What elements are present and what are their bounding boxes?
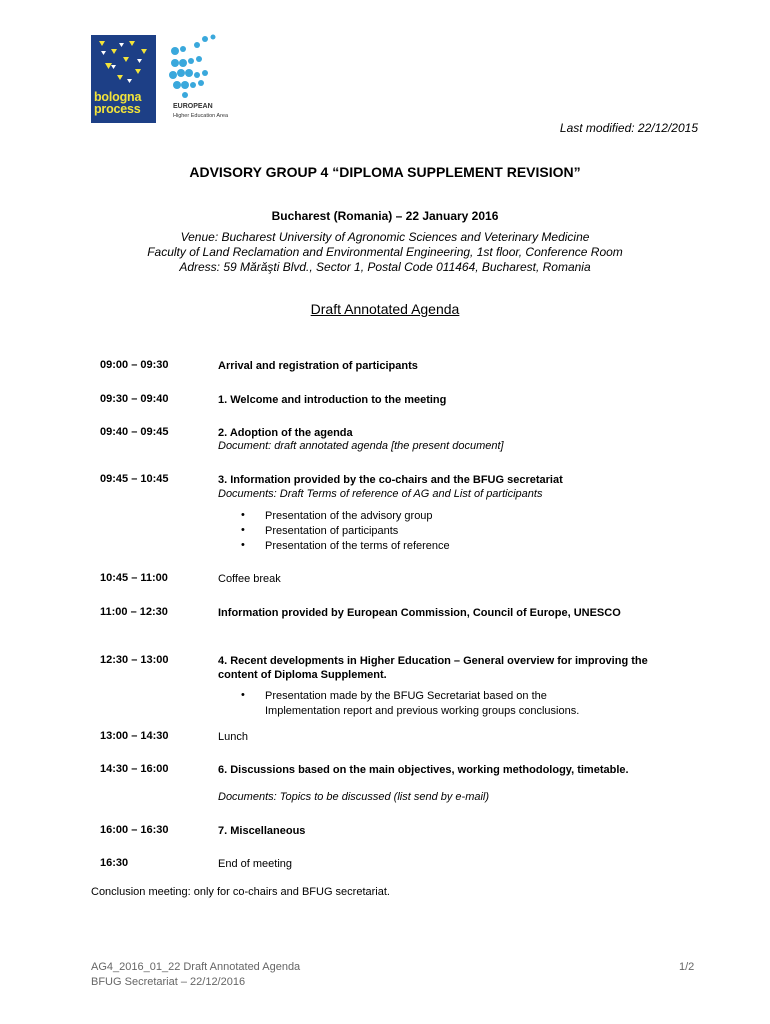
bullet-item: Presentation of the advisory group <box>265 510 433 522</box>
bologna-process-logo <box>91 35 156 123</box>
agenda-item-document: Document: draft annotated agenda [the present document] <box>218 440 504 452</box>
agenda-item-title: 2. Adoption of the agenda <box>218 427 353 439</box>
agenda-item-title: 4. Recent developments in Higher Education – General overview for improving the content of Diploma Supplement. <box>218 655 648 681</box>
agenda-time: 16:30 <box>100 857 129 869</box>
bullet-icon: • <box>241 509 245 521</box>
agenda-item-title: End of meeting <box>218 858 292 870</box>
bologna-crosses-icon <box>91 35 156 91</box>
faculty-line: Faculty of Land Reclamation and Environmental Engineering, 1st floor, Conference Room <box>147 245 623 259</box>
bullet-item: Presentation made by the BFUG Secretariat based on the <box>265 690 547 702</box>
agenda-item-title: 3. Information provided by the co-chairs and the BFUG secretariat <box>218 474 563 486</box>
agenda-item-title: 6. Discussions based on the main objectives, working methodology, timetable. <box>218 764 629 776</box>
place-date: Bucharest (Romania) – 22 January 2016 <box>271 209 499 223</box>
bullet-item: Presentation of the terms of reference <box>265 540 450 552</box>
bullet-item: Presentation of participants <box>265 525 399 537</box>
venue-line: Venue: Bucharest University of Agronomic Sciences and Veterinary Medicine <box>180 230 590 244</box>
agenda-time: 13:00 – 14:30 <box>100 730 169 742</box>
agenda-item-title: 7. Miscellaneous <box>218 825 306 837</box>
footer-secretariat: BFUG Secretariat – 22/12/2016 <box>91 976 246 988</box>
agenda-item-title: Coffee break <box>218 573 281 585</box>
agenda-time: 12:30 – 13:00 <box>100 654 169 666</box>
agenda-time: 09:40 – 09:45 <box>100 426 169 438</box>
agenda-item-title: Information provided by European Commission, Council of Europe, UNESCO <box>218 607 621 619</box>
bullet-item-continuation: Implementation report and previous working groups conclusions. <box>265 705 580 717</box>
agenda-item-title: Arrival and registration of participants <box>218 360 418 372</box>
ehea-logo <box>167 33 257 123</box>
agenda-subtitle: Draft Annotated Agenda <box>310 301 460 317</box>
agenda-time: 09:00 – 09:30 <box>100 359 169 371</box>
ehea-logo-title: EUROPEAN <box>173 103 213 110</box>
ehea-logo-subtitle: Higher Education Area <box>173 113 229 119</box>
bullet-icon: • <box>241 524 245 536</box>
agenda-time: 16:00 – 16:30 <box>100 824 169 836</box>
agenda-time: 09:30 – 09:40 <box>100 393 169 405</box>
address-line: Adress: 59 Mărăşti Blvd., Sector 1, Postal Code 011464, Bucharest, Romania <box>179 260 591 274</box>
agenda-item-title: Lunch <box>218 731 248 743</box>
bologna-logo-text: bologna process <box>94 90 142 116</box>
agenda-time: 11:00 – 12:30 <box>100 606 168 618</box>
ehea-puzzle-icon <box>167 33 227 99</box>
agenda-item-document: Documents: Draft Terms of reference of AG and List of participants <box>218 488 543 500</box>
page-title: ADVISORY GROUP 4 “DIPLOMA SUPPLEMENT REVISION” <box>189 164 581 180</box>
footer-document-name: AG4_2016_01_22 Draft Annotated Agenda <box>91 961 301 973</box>
bullet-icon: • <box>241 539 245 551</box>
conclusion-note: Conclusion meeting: only for co-chairs and BFUG secretariat. <box>91 886 390 898</box>
agenda-time: 14:30 – 16:00 <box>100 763 169 775</box>
agenda-time: 09:45 – 10:45 <box>100 473 169 485</box>
bullet-icon: • <box>241 689 245 701</box>
page-number: 1/2 <box>679 961 695 973</box>
agenda-item-title: 1. Welcome and introduction to the meeting <box>218 394 447 406</box>
last-modified: Last modified: 22/12/2015 <box>559 121 698 135</box>
agenda-time: 10:45 – 11:00 <box>100 572 168 584</box>
agenda-item-document: Documents: Topics to be discussed (list send by e-mail) <box>218 791 490 803</box>
